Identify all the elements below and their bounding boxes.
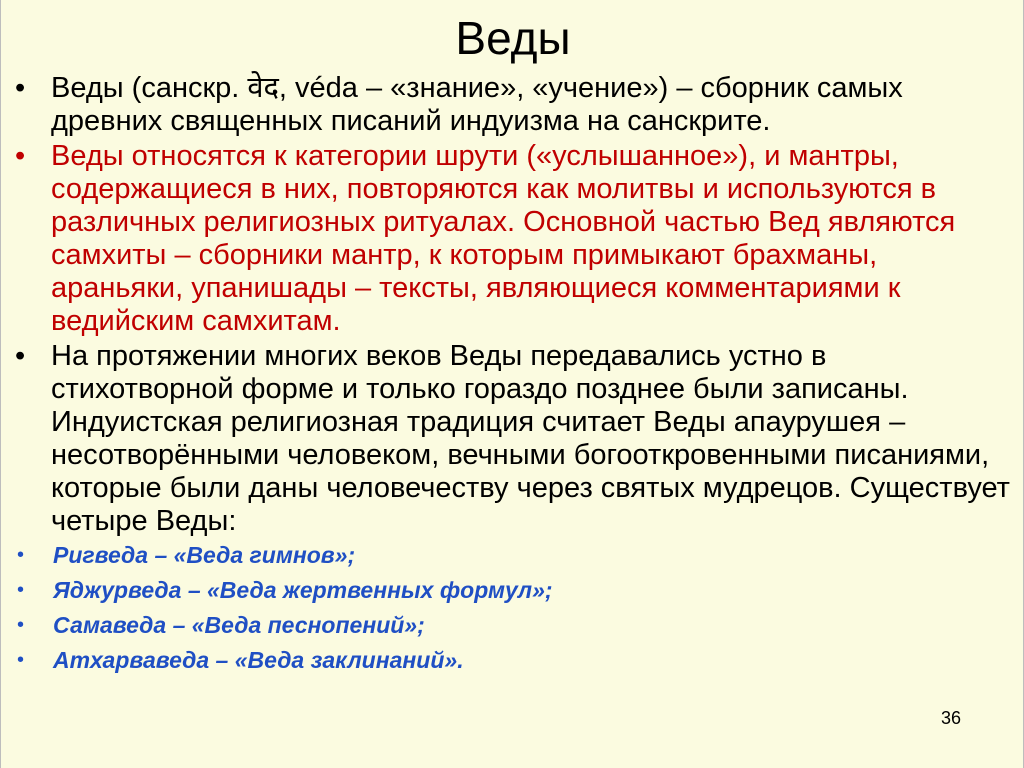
bullet-text: На протяжении многих веков Веды передавались устно в стихотворной форме и только гораздо позднее были записаны. Индуистская религиозная традиция считает Веды апаурушея – несотворёнными человеком, вечными богооткровенными писаниями, которые были даны человечеству через святых мудрецов. Существует четыре Веды: [51, 340, 1010, 537]
list-item-text: Самаведа – «Веда песнопений»; [53, 612, 425, 638]
slide-title: Веды [455, 12, 571, 64]
bullet-marker: • [17, 649, 25, 671]
bullet-definition [15, 72, 1015, 138]
bullet-oral-tradition [15, 340, 1015, 538]
list-item-atharvaveda [15, 643, 1015, 678]
list-item-rigveda [15, 538, 1015, 573]
page-number: 36 [941, 708, 962, 728]
list-item-text: Яджурведа – «Веда жертвенных формул»; [53, 577, 553, 603]
list-item-text: Ригведа – «Веда гимнов»; [53, 542, 356, 568]
bullet-marker: • [17, 614, 25, 636]
bullet-marker: • [17, 579, 25, 601]
list-item-samaveda [15, 608, 1015, 643]
list-item-text: Атхарваведа – «Веда заклинаний». [53, 647, 464, 673]
bullet-shruti [15, 140, 1015, 338]
bullet-marker: • [17, 544, 25, 566]
bullet-text: Веды (санскр. वेद, véda – «знание», «учение») – сборник самых древних священных писаний индуизма на санскрите. [51, 72, 903, 137]
bullet-marker: • [15, 340, 26, 372]
list-item-yajurveda [15, 573, 1015, 608]
bullet-marker: • [15, 72, 26, 104]
slide-content [15, 72, 1015, 678]
bullet-marker: • [15, 140, 26, 172]
bullet-text: Веды относятся к категории шрути («услышанное»), и мантры, содержащиеся в них, повторяются как молитвы и используются в различных религиозных ритуалах. Основной частью Вед являются самхиты – сборники мантр, к которым примыкают брахманы, араньяки, упанишады – тексты, являющиеся комментариями к ведийским самхитам. [51, 140, 956, 337]
